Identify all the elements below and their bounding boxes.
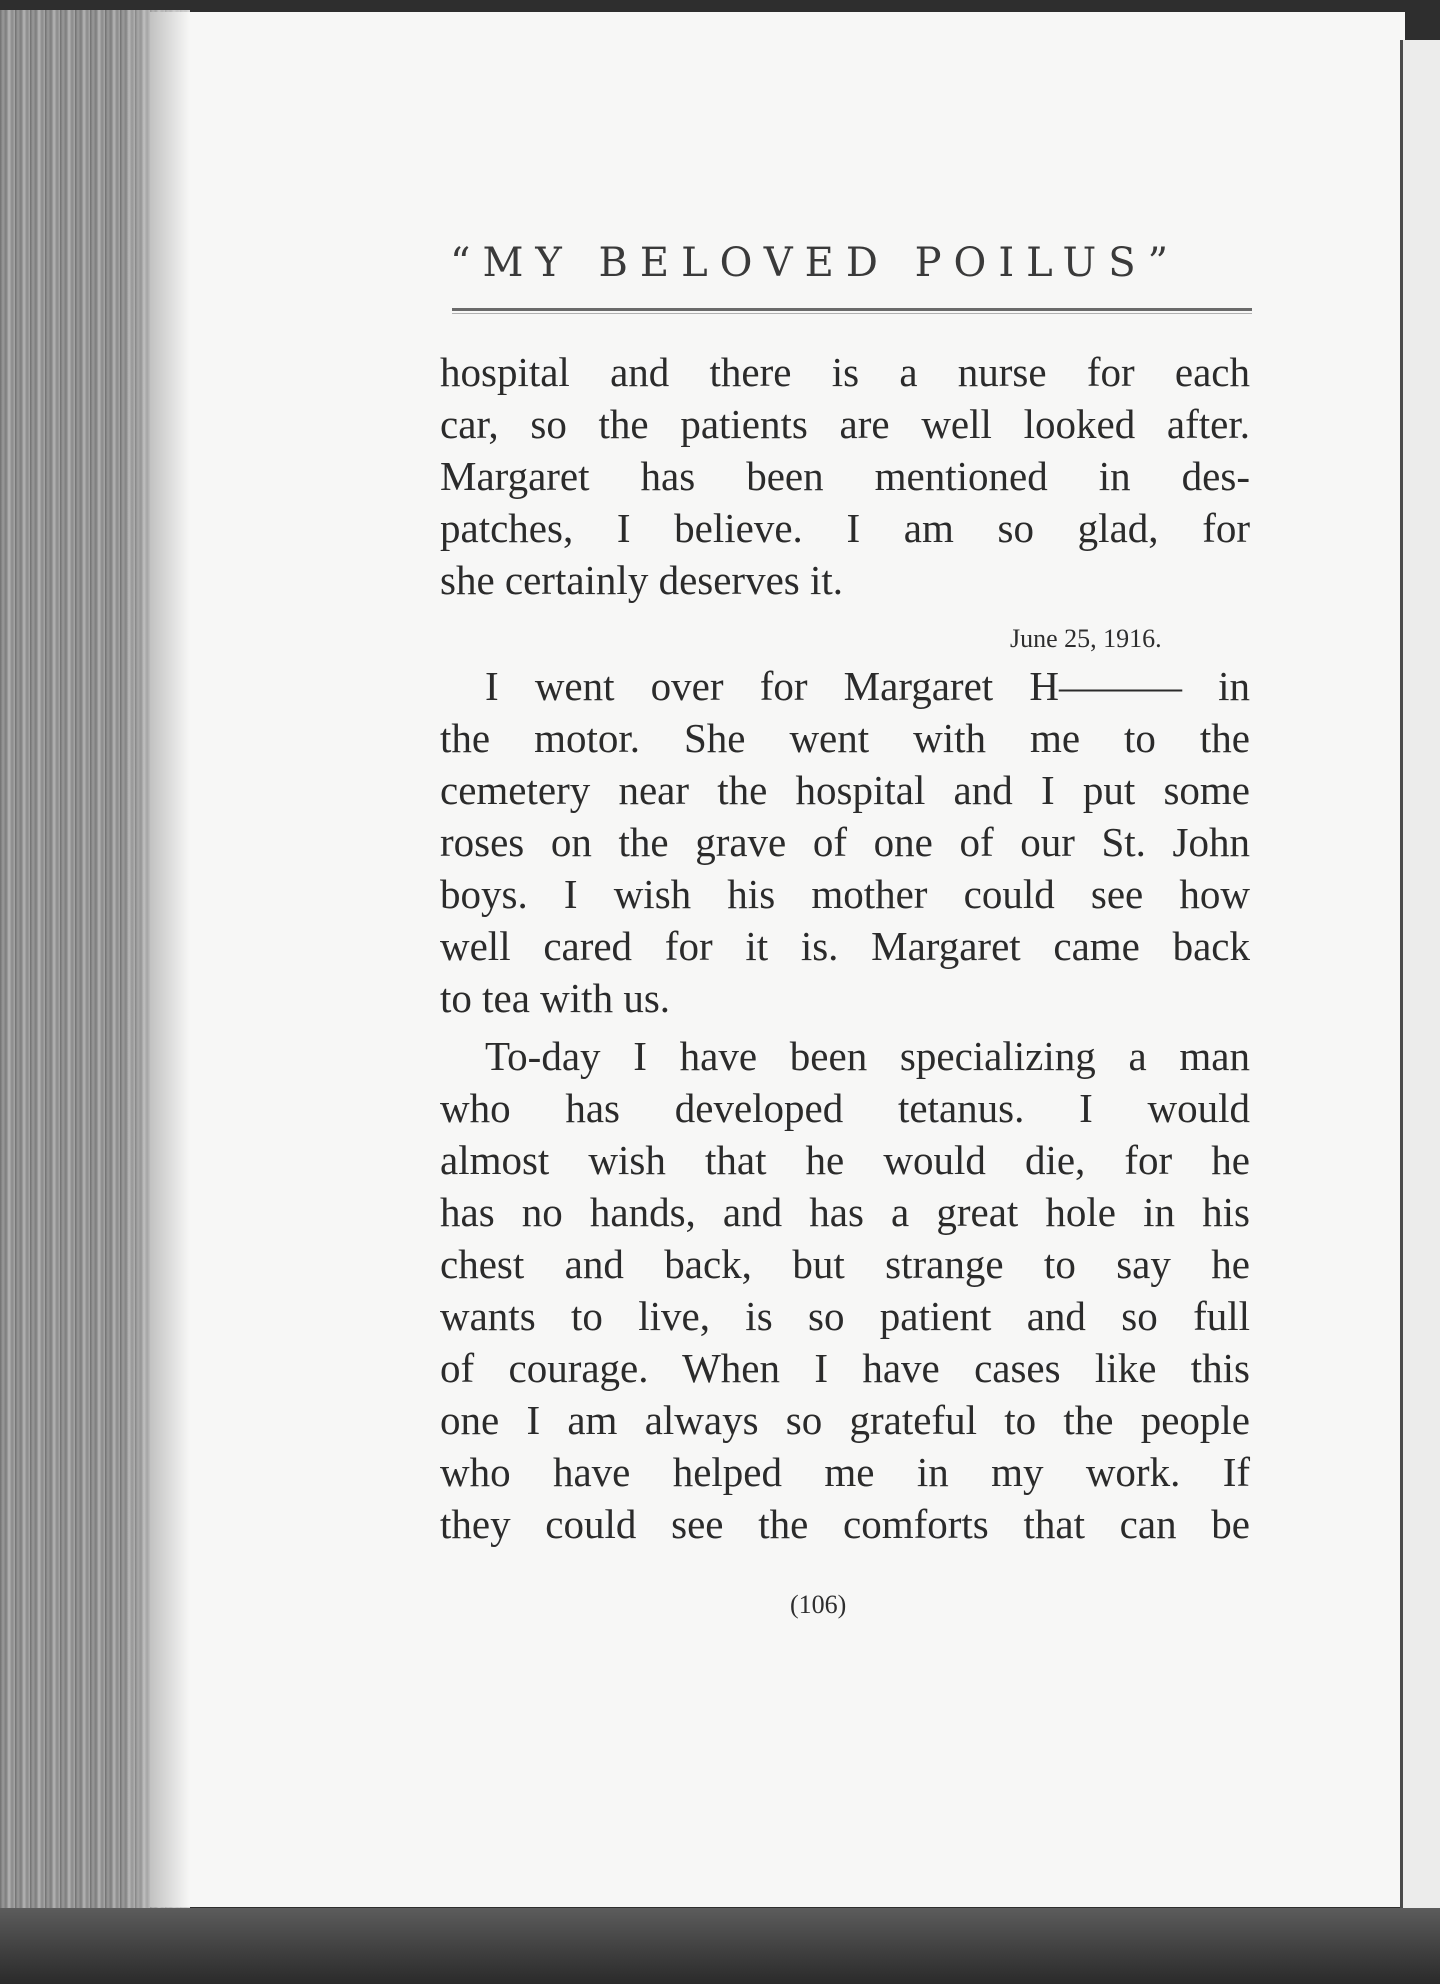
text-line: To-day I have been specializing a man xyxy=(485,1033,1250,1079)
text-line: almost wish that he would die, for he xyxy=(440,1137,1250,1183)
text-line: patches, I believe. I am so glad, for xyxy=(440,505,1250,551)
paragraph-3 xyxy=(440,1030,1250,1550)
text-line: she certainly deserves it. xyxy=(440,557,844,603)
text-line: who have helped me in my work. If xyxy=(440,1449,1250,1495)
text-line: the motor. She went with me to the xyxy=(440,715,1250,761)
text-line: chest and back, but strange to say he xyxy=(440,1241,1250,1287)
gutter-shadow xyxy=(150,12,190,1907)
text-line: boys. I wish his mother could see how xyxy=(440,871,1250,917)
running-head-rule xyxy=(452,308,1252,314)
text-line: well cared for it is. Margaret came back xyxy=(440,923,1250,969)
paragraph-2 xyxy=(440,660,1250,1024)
page-number: (106) xyxy=(790,1590,847,1619)
scan-bottom-edge xyxy=(0,1908,1440,1984)
text-line: car, so the patients are well looked after. xyxy=(440,401,1250,447)
text-line: has no hands, and has a great hole in his xyxy=(440,1189,1250,1235)
dateline: June 25, 1916. xyxy=(1010,624,1162,653)
text-line: one I am always so grateful to the people xyxy=(440,1397,1250,1443)
text-line: of courage. When I have cases like this xyxy=(440,1345,1250,1391)
text-line: hospital and there is a nurse for each xyxy=(440,349,1250,395)
text-line: they could see the comforts that can be xyxy=(440,1501,1250,1547)
paragraph-1 xyxy=(440,346,1250,606)
text-line: Margaret has been mentioned in des- xyxy=(440,453,1250,499)
text-line: roses on the grave of one of our St. John xyxy=(440,819,1250,865)
facing-page-edge xyxy=(1400,40,1440,1910)
text-line: who has developed tetanus. I would xyxy=(440,1085,1250,1131)
text-line: to tea with us. xyxy=(440,975,671,1021)
text-line: cemetery near the hospital and I put some xyxy=(440,767,1250,813)
text-line: wants to live, is so patient and so full xyxy=(440,1293,1250,1339)
text-line: I went over for Margaret H——— in xyxy=(485,663,1250,709)
running-head: “MY BELOVED POILUS” xyxy=(450,240,1181,286)
